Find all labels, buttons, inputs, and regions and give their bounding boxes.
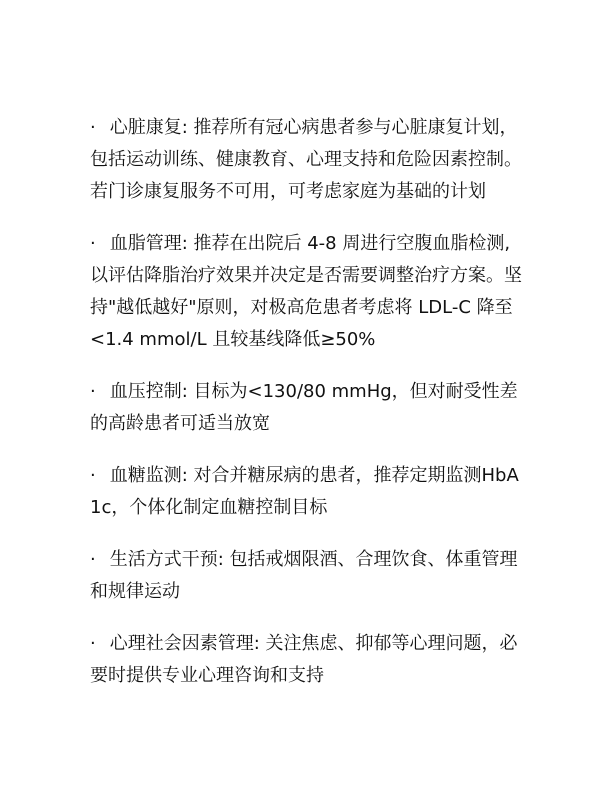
list-item-lifestyle bbox=[90, 544, 522, 608]
bullet-marker: · bbox=[90, 549, 96, 570]
bullet-marker: · bbox=[90, 117, 96, 138]
list-item-psychosocial bbox=[90, 628, 522, 692]
list-item-text: 血脂管理: 推荐在出院后 4-8 周进行空腹血脂检测, 以评估降脂治疗效果并决定是否需要调整治疗方案。坚持"越低越好"原则，对极高危患者考虑将 LDL-C 降至<1.4 mmol/L 且较基线降低≥50% bbox=[90, 233, 522, 350]
list-item-text: 心脏康复: 推荐所有冠心病患者参与心脏康复计划，包括运动训练、健康教育、心理支持和危险因素控制。若门诊康复服务不可用，可考虑家庭为基础的计划 bbox=[90, 117, 522, 202]
list-item-text: 血压控制: 目标为<130/80 mmHg，但对耐受性差的高龄患者可适当放宽 bbox=[90, 381, 518, 434]
bullet-marker: · bbox=[90, 381, 96, 402]
list-item-text: 血糖监测: 对合并糖尿病的患者，推荐定期监测HbA1c，个体化制定血糖控制目标 bbox=[90, 465, 519, 518]
list-item-lipid-management bbox=[90, 228, 522, 356]
bullet-marker: · bbox=[90, 465, 96, 486]
bullet-list bbox=[90, 112, 522, 712]
bullet-marker: · bbox=[90, 633, 96, 654]
list-item-cardiac-rehab bbox=[90, 112, 522, 208]
list-item-text: 生活方式干预: 包括戒烟限酒、合理饮食、体重管理和规律运动 bbox=[90, 549, 518, 602]
list-item-blood-pressure bbox=[90, 376, 522, 440]
list-item-glucose-monitoring bbox=[90, 460, 522, 524]
list-item-text: 心理社会因素管理: 关注焦虑、抑郁等心理问题，必要时提供专业心理咨询和支持 bbox=[90, 633, 518, 686]
bullet-marker: · bbox=[90, 233, 96, 254]
